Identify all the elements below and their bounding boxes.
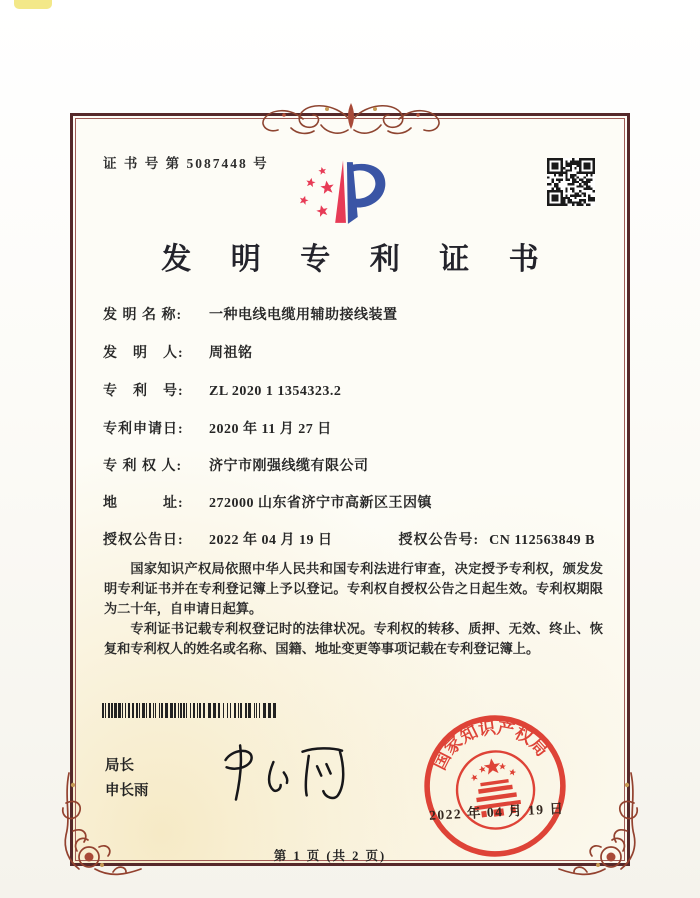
field-value: 2022 年 04 月 19 日 [209, 533, 333, 548]
field-value: 272000 山东省济宁市高新区王因镇 [209, 496, 432, 511]
field-label: 发 明 人: [103, 346, 184, 361]
field-row-patent-number [103, 380, 603, 400]
top-flourish-icon [251, 97, 451, 137]
field-value: 一种电线电缆用辅助接线装置 [209, 308, 398, 323]
page-number: 第 1 页 (共 2 页) [273, 849, 387, 863]
certificate-number: 证 书 号 第 5087448 号 [103, 156, 269, 171]
field-row-filing-date [103, 418, 603, 438]
director-name: 申长雨 [105, 783, 149, 799]
field-row-inventor [103, 342, 603, 362]
field-value: 周祖铭 [209, 346, 253, 361]
field-value: 济宁市刚强线缆有限公司 [209, 459, 369, 474]
certificate-title: 发 明 专 利 证 书 [161, 243, 555, 276]
field-label: 专 利 号: [103, 384, 184, 399]
field-label: 专 利 权 人: [103, 459, 183, 474]
field-row-invention-name [103, 304, 603, 324]
field-value: ZL 2020 1 1354323.2 [209, 384, 342, 399]
field-label: 发 明 名 称: [103, 308, 183, 323]
scan-artifact [14, 0, 52, 9]
field-label: 专利申请日: [103, 422, 184, 437]
legal-paragraph-2: 专利证书记载专利权登记时的法律状况。专利权的转移、质押、无效、终止、恢复和专利权人的姓名或名称、国籍、地址变更等事项记载在专利登记簿上。 [104, 621, 603, 656]
field-row-address [103, 492, 603, 512]
certificate-frame [70, 113, 630, 866]
field-value: 2020 年 11 月 27 日 [209, 422, 332, 437]
barcode-icon [102, 703, 280, 718]
cnipa-logo-icon [295, 158, 393, 232]
director-signature-icon [211, 738, 367, 808]
field-row-patentee [103, 455, 603, 475]
qr-code-icon [547, 158, 595, 206]
seal-ring-text: 国家知识产权局 [429, 718, 552, 773]
field-row-grant [103, 529, 603, 549]
field-label: 授权公告号: [398, 533, 480, 548]
director-title: 局长 [105, 758, 134, 774]
seal-date: 2022 年 04 月 19 日 [428, 800, 565, 823]
legal-paragraph-1: 国家知识产权局依照中华人民共和国专利法进行审查，决定授予专利权，颁发发明专利证书并在专利登记簿上予以登记。专利权自授权公告之日起生效。专利权期限为二十年，自申请日起算。 [104, 561, 603, 616]
field-label: 地 址: [103, 496, 184, 511]
field-label: 授权公告日: [103, 533, 184, 548]
legal-text-block [104, 559, 603, 659]
director-block [105, 754, 149, 804]
field-value: CN 112563849 B [489, 533, 595, 548]
